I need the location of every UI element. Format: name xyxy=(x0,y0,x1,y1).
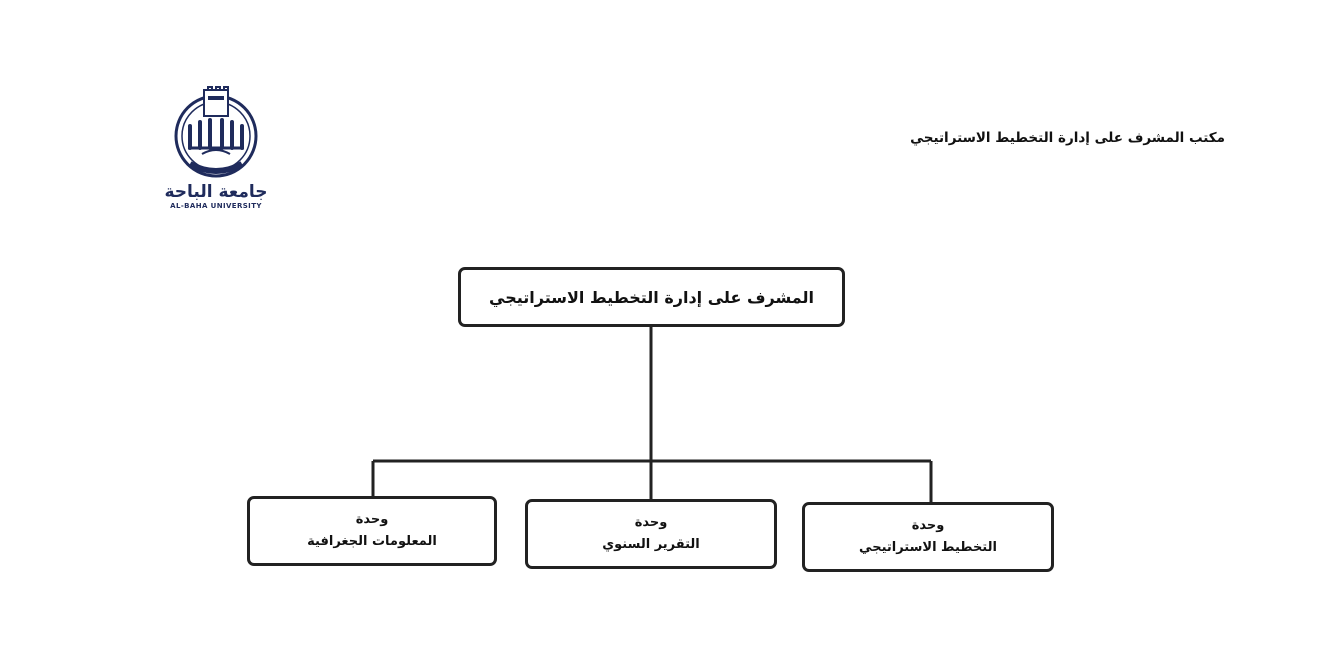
unit-label-prefix: وحدة xyxy=(355,512,389,527)
unit-label-name: التخطيط الاستراتيجي xyxy=(859,540,997,555)
university-seal-icon xyxy=(168,86,264,182)
logo-english-name: AL-BAHA UNIVERSITY xyxy=(170,202,262,210)
unit-node-strategic-planning xyxy=(802,502,1054,572)
unit-node-gis xyxy=(247,496,497,566)
unit-label-prefix: وحدة xyxy=(634,515,668,530)
org-root-label: المشرف على إدارة التخطيط الاستراتيجي xyxy=(489,287,814,307)
page-title: مكتب المشرف على إدارة التخطيط الاستراتيجي xyxy=(910,130,1225,146)
unit-label-name: المعلومات الجغرافية xyxy=(307,534,437,549)
org-root-node xyxy=(458,267,845,327)
unit-node-annual-report xyxy=(525,499,777,569)
logo-arabic-name: جامعة الباحة xyxy=(164,182,268,202)
university-logo xyxy=(160,86,272,231)
unit-label-prefix: وحدة xyxy=(911,518,945,533)
unit-label-name: التقرير السنوي xyxy=(602,537,700,552)
